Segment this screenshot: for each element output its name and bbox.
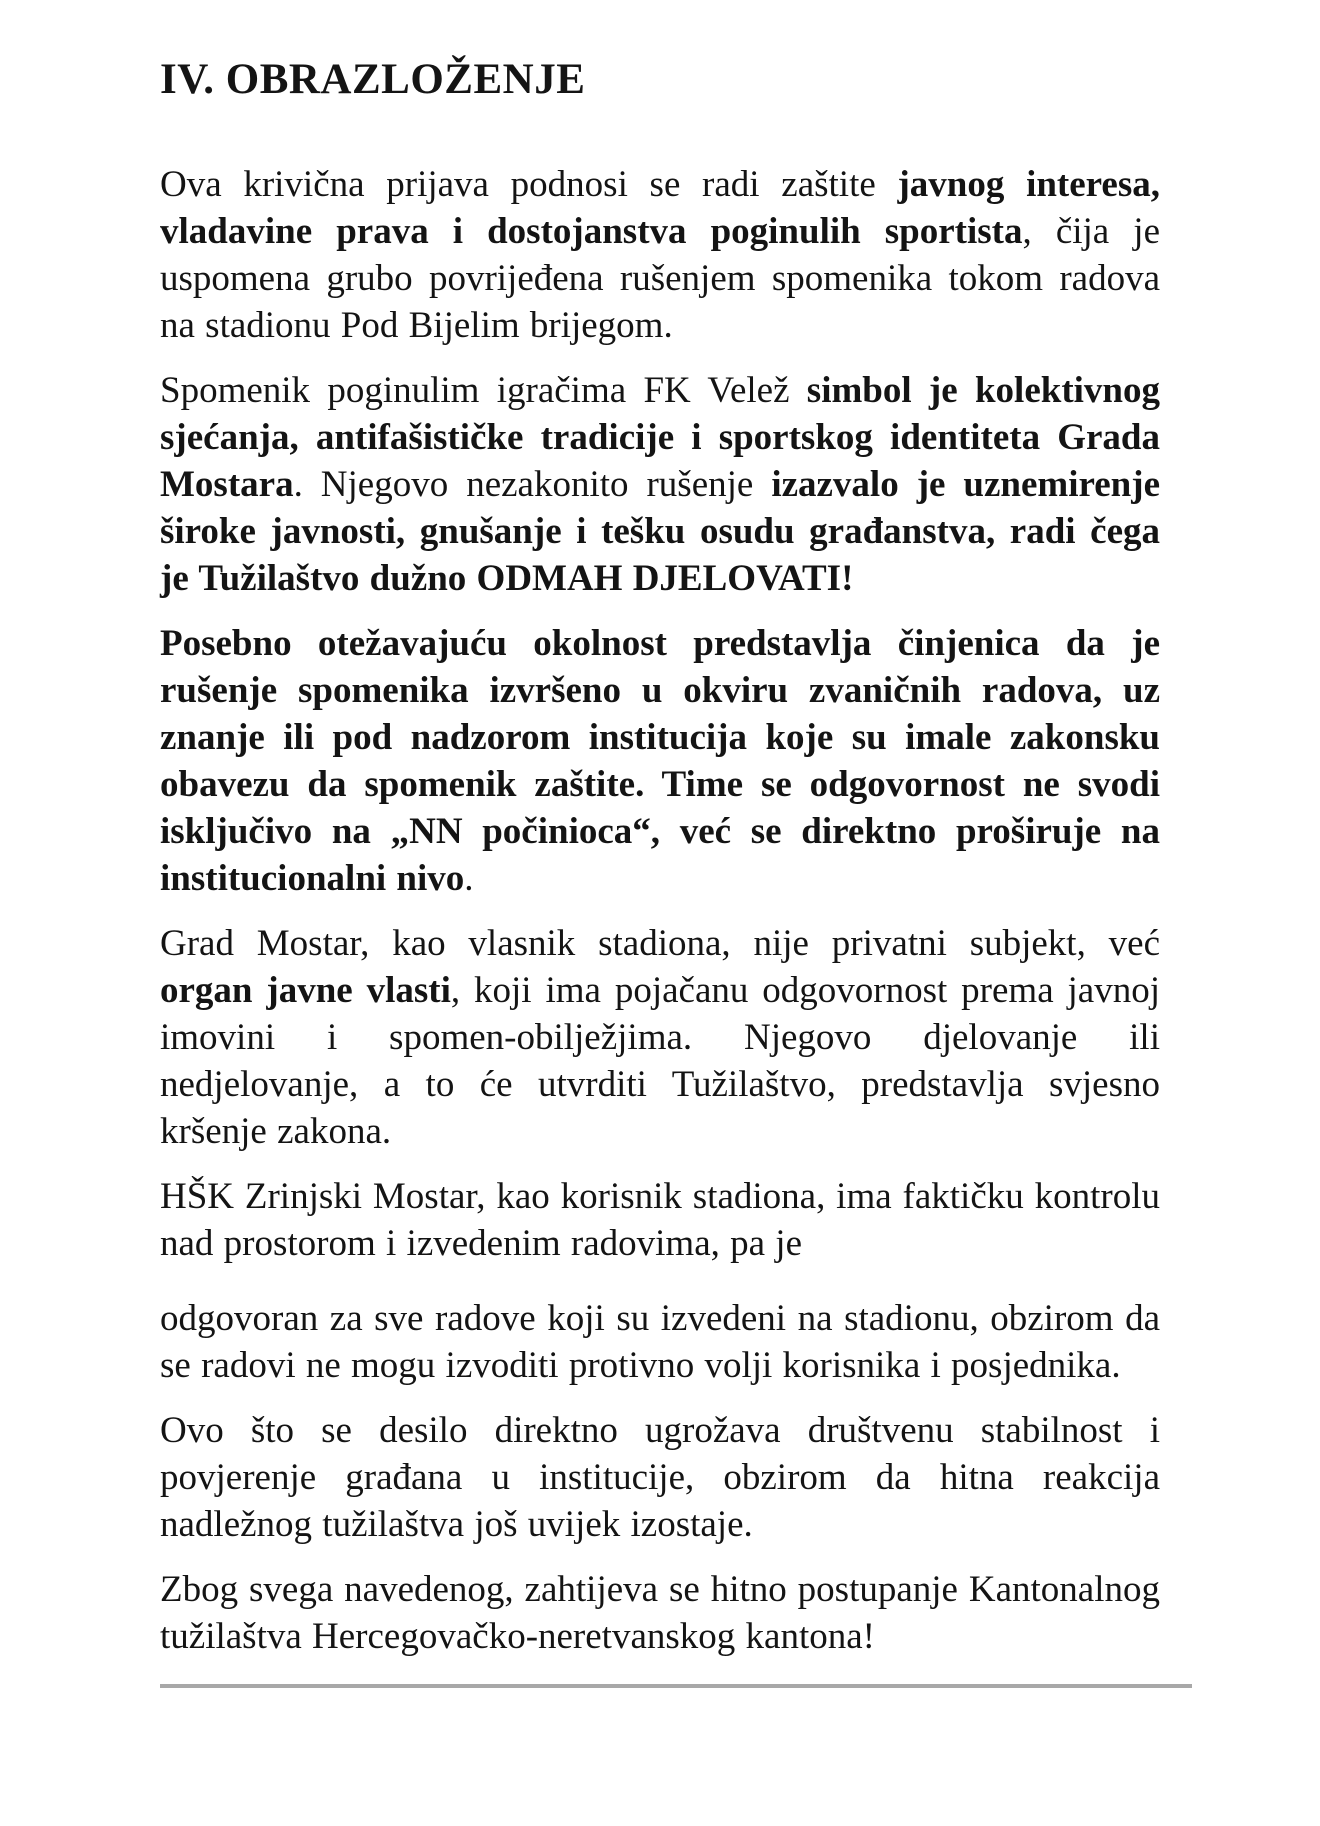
paragraph	[160, 1295, 1160, 1389]
text-run: odgovoran za sve radove koji su izvedeni na stadionu, obzirom da se radovi ne mogu izvoditi protivno volji korisnika i posjednika.	[160, 1298, 1160, 1387]
text-run: Ova krivična prijava podnosi se radi zaštite	[160, 164, 898, 206]
text-run: . Njegovo nezakonito rušenje	[293, 464, 772, 506]
text-run: , koji ima pojačanu odgovornost prema javnoj imovini i spomen-obilježjima. Njegovo djelovanje ili nedjelovanje, a to će utvrditi Tužilaštvo, predstavlja svjesno kršenje zakona.	[160, 970, 1160, 1153]
paragraph	[160, 920, 1160, 1155]
page-title: IV. OBRAZLOŽENJE	[160, 56, 586, 103]
bold-text-run: organ javne vlasti	[160, 970, 451, 1012]
paragraph	[160, 1173, 1160, 1267]
text-run: .	[464, 858, 474, 900]
text-run: HŠK Zrinjski Mostar, kao korisnik stadiona, ima faktičku kontrolu nad prostorom i izvedenim radovima, pa je	[160, 1176, 1160, 1265]
text-run: Ovo što se desilo direktno ugrožava društvenu stabilnost i povjerenje građana u institucije, obzirom da hitna reakcija nadležnog tužilaštva još uvijek izostaje.	[160, 1410, 1160, 1546]
text-run: Spomenik poginulim igračima FK Velež	[160, 370, 807, 412]
text-run: Zbog svega navedenog, zahtijeva se hitno postupanje Kantonalnog tužilaštva Hercegovačko-neretvanskog kantona!	[160, 1569, 1160, 1658]
paragraph	[160, 1566, 1160, 1660]
footer-divider	[160, 1684, 1192, 1688]
text-run: , čija je uspomena grubo povrijeđena rušenjem spomenika tokom radova na stadionu Pod Bijelim brijegom.	[160, 211, 1160, 347]
paragraph	[160, 620, 1160, 902]
bold-text-run: simbol je kolektivnog sjećanja, antifašističke tradicije i sportskog identiteta Grada Mostara	[160, 370, 1160, 506]
bold-text-run: Posebno otežavajuću okolnost predstavlja činjenica da je rušenje spomenika izvršeno u okviru zvaničnih radova, uz znanje ili pod nadzorom institucija koje su imale zakonsku obavezu da spomenik zaštite. Time se odgovornost ne svodi isključivo na „NN počinioca“, već se direktno proširuje na institucionalni nivo	[160, 623, 1160, 900]
paragraph	[160, 161, 1160, 349]
bold-text-run: javnog interesa, vladavine prava i dostojanstva poginulih sportista	[160, 164, 1161, 253]
document-body	[160, 161, 1160, 1660]
paragraph	[160, 1407, 1160, 1548]
text-run: Grad Mostar, kao vlasnik stadiona, nije privatni subjekt, već	[160, 923, 1160, 965]
paragraph	[160, 367, 1160, 602]
bold-text-run: izazvalo je uznemirenje široke javnosti, gnušanje i tešku osudu građanstva, radi čega je Tužilaštvo dužno ODMAH DJELOVATI!	[160, 464, 1161, 600]
